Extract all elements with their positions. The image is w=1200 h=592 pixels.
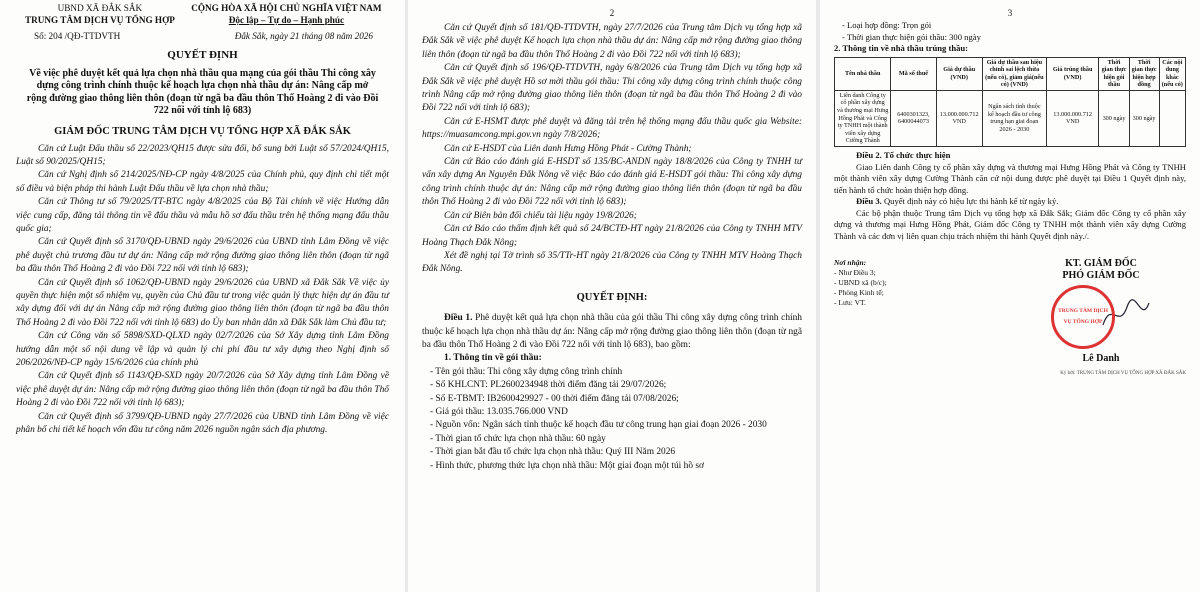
table-header-cell: Mã số thuế <box>891 57 936 90</box>
document-header <box>16 2 389 26</box>
paragraph: Căn cứ Quyết định số 3170/QĐ-UBND ngày 29/6/2026 của UBND tỉnh Lâm Đồng về việc phê duyệt chủ trương đầu tư dự án: Nâng cấp mở rộng đường giao thông liên thôn (đoạn từ ngã ba đầu thôn Thổ Hoàng 2 đi vào Đồi 722 nối với tỉnh lộ 683); <box>16 237 389 275</box>
table-cell: Liên danh Công ty cổ phần xây dựng và thương mại Hưng Hồng Phát và Công ty TNHH một thành viên xây dựng Cường Thành <box>835 90 891 146</box>
org-line-2: TRUNG TÂM DỊCH VỤ TỔNG HỢP <box>25 15 175 25</box>
recipient-item: - UBND xã (b/c); <box>834 278 887 288</box>
table-cell: 13.000.000.712 VND <box>1046 90 1099 146</box>
paragraph: Căn cứ Thông tư số 79/2025/TT-BTC ngày 4/8/2025 của Bộ Tài chính về việc Hướng dẫn việc cung cấp, đăng tải thông tin về đấu thầu và mẫu hồ sơ đấu thầu trên hệ thống mạng đấu thầu quốc gia; <box>16 197 389 234</box>
table-header-row <box>835 57 1186 90</box>
list-item: - Số KHLCNT: PL2600234948 thời điểm đăng tải 29/07/2026; <box>430 380 667 391</box>
table-cell: 300 ngày <box>1129 90 1159 146</box>
paragraph: Căn cứ Quyết định số 181/QĐ-TTDVTH, ngày 27/7/2026 của Trung tâm Dịch vụ tổng hợp xã Đắk Sắk về việc phê duyệt Kế hoạch lựa chọn nhà thầu dự án: Nâng cấp mở rộng đường giao thông liên thôn (đoạn từ ngã ba đầu thôn Thổ Hoàng 2 đi vào Đồi 722 nối với tỉnh lộ 683); <box>422 23 802 60</box>
table-header-cell: Thời gian thực hiện hợp đồng <box>1129 57 1159 90</box>
recipient-item: - Lưu: VT. <box>834 298 866 308</box>
signer-block <box>1016 248 1186 365</box>
signature-block <box>834 248 1186 365</box>
org-line-1: UBND XÃ ĐẮK SẮK <box>57 3 143 13</box>
article-3 <box>834 196 1186 208</box>
document-number: Số: 204 /QĐ-TTDVTH <box>34 31 121 41</box>
sign-title-1: KT. GIÁM ĐỐC <box>1065 258 1137 270</box>
stamp-text: TRUNG TÂM DỊCH VỤ TỔNG HỢP <box>1058 307 1108 326</box>
paragraph: Xét đề nghị tại Tờ trình số 35/TTr-HT ngày 21/8/2026 của Công ty TNHH MTV Hoàng Thạch Đắk Nông. <box>422 250 802 275</box>
table-row <box>835 90 1186 146</box>
paragraph: Căn cứ E-HSDT của Liên danh Hưng Hồng Phát - Cường Thành; <box>444 143 692 154</box>
decision-heading: QUYẾT ĐỊNH: <box>576 291 648 303</box>
document-page-3 <box>820 0 1200 592</box>
national-motto <box>184 2 389 26</box>
page-number: 3 <box>1007 8 1013 18</box>
paragraph: Căn cứ Báo cáo thẩm định kết quả số 24/BCTĐ-HT ngày 21/8/2026 của Công ty TNHH MTV Hoàng Thạch Đắk Nông; <box>422 224 802 248</box>
paragraph: Căn cứ Báo cáo đánh giá E-HSDT số 135/BC-ANDN ngày 18/8/2026 của Công ty TNHH tư vấn xây dựng An Nguyên Đắk Nông về việc Báo cáo đánh giá E-HSDT gói thầu: Thi công xây dựng công trình chính thuộc dự án: Nâng cấp mở rộng đường giao thông liên thôn (đoạn từ ngã ba đầu thôn Thổ Hoàng 2 đi vào Đồi 722 nối với tỉnh lộ 683); <box>422 157 802 208</box>
list-item: - Tên gói thầu: Thi công xây dựng công trình chính <box>430 366 623 377</box>
closing-paragraph: Các bộ phận thuộc Trung tâm Dịch vụ tổng hợp xã Đắk Sắk; Giám đốc Công ty cổ phần xây dựng và thương mại Hưng Hồng Phát, Giám đốc Công ty TNHH một thành viên xây dựng Cường Thành và các đơn vị liên quan chịu trách nhiệm thi hành Quyết định này./. <box>834 207 1186 241</box>
signer-name: Lê Danh <box>1082 353 1120 365</box>
article-1 <box>422 312 802 352</box>
article-3-text: Quyết định này có hiệu lực thi hành kể từ ngày ký. <box>883 196 1059 207</box>
table-header-cell: Giá trúng thầu (VND) <box>1046 57 1099 90</box>
recipients-label: Nơi nhận: <box>834 258 867 268</box>
issuing-authority: GIÁM ĐỐC TRUNG TÂM DỊCH VỤ TỔNG HỢP XÃ ĐẮK SẮK <box>54 125 351 137</box>
article-1-label: Điều 1. <box>444 313 473 324</box>
legal-bases <box>16 143 389 438</box>
nation-line-1: CỘNG HÒA XÃ HỘI CHỦ NGHĨA VIỆT NAM <box>191 3 382 13</box>
document-page-1 <box>0 0 405 592</box>
list-item: - Thời gian thực hiện gói thầu: 300 ngày <box>842 31 981 42</box>
issuing-agency <box>16 2 184 26</box>
list-item: - Loại hợp đồng: Trọn gói <box>842 20 932 30</box>
article-2-text: Giao Liên danh Công ty cổ phần xây dựng và thương mại Hưng Hồng Phát và Công ty TNHH một thành viên xây dựng Cường Thành căn cứ nội dung được phê duyệt tại Điều 1 Quyết định này, tiến hành tổ chức hoàn thiện hợp đồng. <box>834 161 1186 195</box>
page-3-body <box>834 20 1186 377</box>
table-cell: 13.000.000.712 VND <box>936 90 982 146</box>
paragraph: Căn cứ Luật Đấu thầu số 22/2023/QH15 được sửa đổi, bổ sung bởi Luật số 57/2024/QH15, Luật số 90/2025/QH15; <box>16 143 389 167</box>
article-2-label: Điều 2. <box>856 150 882 161</box>
list-item: - Số E-TBMT: IB2600429927 - 00 thời điểm đăng tải 07/08/2026; <box>430 393 679 404</box>
paragraph: Căn cứ Biên bản đối chiếu tài liệu ngày 19/8/2026; <box>444 210 637 221</box>
paragraph: Căn cứ Quyết định số 1062/QĐ-UBND ngày 29/6/2026 của UBND xã Đắk Sắk Về việc ủy quyền thực hiện một số nhiệm vụ, quyền của Chủ đầu tư trong việc quản lý thực hiện dự án đầu tư xây dựng đối với dự án Nâng cấp mở rộng đường giao thông liên thôn (đoạn từ ngã ba đầu thôn Thổ Hoàng 2 đi vào Đồi 722 nối với tỉnh lộ 683) do Ủy ban nhân dân xã Đắk Sắk làm Chủ đầu tư; <box>16 277 389 328</box>
paragraph: Căn cứ Nghị định số 214/2025/NĐ-CP ngày 4/8/2025 của Chính phủ, quy định chi tiết một số điều và biện pháp thi hành Luật Đấu thầu về lựa chọn nhà thầu; <box>16 170 389 194</box>
nation-line-2: Độc lập – Tự do – Hạnh phúc <box>228 15 345 25</box>
paragraph: Căn cứ E-HSMT được phê duyệt và đăng tải trên hệ thống mạng đấu thầu quốc gia Website: https://muasamcong.mpi.gov.vn ngày 7/8/2026; <box>422 116 802 141</box>
table-cell: 300 ngày <box>1099 90 1129 146</box>
table-cell: 6400301323, 6400044073 <box>891 90 936 146</box>
table-cell <box>1159 90 1185 146</box>
table-header-cell: Các nội dung khác (nếu có) <box>1159 57 1185 90</box>
paragraph: Căn cứ Quyết định số 1143/QĐ-SXD ngày 20/7/2026 của Sở Xây dựng tỉnh Lâm Đồng về việc phê duyệt dự án: Nâng cấp mở rộng đường giao thông liên thôn (đoạn từ ngã ba đầu thôn Thổ Hoàng 2 đi vào Đồi 722 nối với tỉnh lộ 683); <box>16 371 389 409</box>
recipients <box>834 248 887 365</box>
section-2-heading: 2. Thông tin về nhà thầu trúng thầu: <box>834 43 969 53</box>
paragraph: Căn cứ Quyết định số 3799/QĐ-UBND ngày 27/7/2026 của UBND tỉnh Lâm Đồng về việc phân bổ chi tiết kế hoạch vốn đầu tư công năm 2026 nguồn ngân sách địa phương. <box>16 411 389 436</box>
stamp-area <box>1016 285 1186 349</box>
official-seal-icon <box>1051 285 1115 349</box>
list-item: - Thời gian bắt đầu tổ chức lựa chọn nhà thầu: Quý III Năm 2026 <box>430 447 676 458</box>
paragraph: Căn cứ Công văn số 5898/SXD-QLXD ngày 02/7/2026 của Sở Xây dựng tỉnh Lâm Đồng hướng dẫn một số nội dung về lập và quản lý chi phí đầu tư xây dựng theo Nghị định số 206/2026/NĐ-CP ngày 15/6/2026 của chính phủ <box>16 331 389 368</box>
article-2-title: Tổ chức thực hiện <box>883 150 951 161</box>
article-1-text: Phê duyệt kết quả lựa chọn nhà thầu của gói thầu Thi công xây dựng công trình chính thuộc kế hoạch lựa chọn nhà thầu dự án: Nâng cấp mở rộng đường giao thông liên thôn (đoạn từ ngã ba đầu thôn Thổ Hoàng 2 đi vào Đồi 722 nối với tỉnh lộ 683), bao gồm: <box>422 313 802 350</box>
document-page-2 <box>408 0 816 592</box>
table-header-cell: Giá dự thầu sau hiệu chỉnh sai lệch thừa (nếu có), giảm giá(nếu có) (VND) <box>982 57 1046 90</box>
article-3-label: Điều 3. <box>856 196 882 207</box>
sign-title-2: PHÓ GIÁM ĐỐC <box>1062 269 1140 281</box>
list-item: - Nguồn vốn: Ngân sách tỉnh thuộc kế hoạch đầu tư công trung hạn giai đoạn 2026 - 2030 <box>430 420 767 431</box>
place-date: Đắk Sắk, ngày 21 tháng 08 năm 2026 <box>234 31 373 41</box>
winning-bidder-table <box>834 57 1186 148</box>
recipient-item: - Phòng Kinh tế; <box>834 288 884 298</box>
section-1-heading: 1. Thông tin về gói thầu: <box>444 353 542 364</box>
number-and-date <box>16 31 389 41</box>
table-header-cell: Thời gian thực hiện gói thầu <box>1099 57 1129 90</box>
recipient-item: - Như Điều 3; <box>834 268 876 278</box>
list-item: - Thời gian tổ chức lựa chọn nhà thầu: 60 ngày <box>430 433 606 444</box>
paragraph: Căn cứ Quyết định số 196/QĐ-TTDVTH, ngày 6/8/2026 của Trung tâm Dịch vụ tổng hợp xã Đắk Sắk về việc phê duyệt Hồ sơ mời thầu gói thầu: Thi công xây dựng công trình chính thuộc công trình Nâng cấp mở rộng đường giao thông liên thôn (đoạn từ ngã ba đầu thôn Thổ Hoàng 2 đi vào Đồi 722 nối với tỉnh lộ 683); <box>422 63 802 114</box>
list-item: - Giá gói thầu: 13.035.766.000 VND <box>430 406 568 417</box>
list-item: - Hình thức, phương thức lựa chọn nhà thầu: Một giai đoạn một túi hồ sơ <box>430 460 704 471</box>
digital-signature-note: Ký bởi: TRUNG TÂM DỊCH VỤ TỔNG HỢP XÃ ĐẮK SẮK <box>1060 370 1186 376</box>
document-subject: Về việc phê duyệt kết quả lựa chọn nhà thầu qua mạng của gói thầu Thi công xây dựng công trình chính thuộc kế hoạch lựa chọn nhà thầu dự án: Nâng cấp mở rộng đường giao thông liên thôn (đoạn từ ngã ba đầu thôn Thổ Hoàng 2 đi vào Đồi 722 nối với tỉnh lộ 683) <box>26 67 379 116</box>
legal-bases-continued <box>422 22 802 473</box>
article-2-heading <box>834 150 1186 162</box>
table-header-cell: Giá dự thầu (VND) <box>936 57 982 90</box>
table-cell: Ngân sách tỉnh thuộc kế hoạch đầu tư công trung hạn giai đoạn 2026 - 2030 <box>982 90 1046 146</box>
document-type: QUYẾT ĐỊNH <box>167 49 238 61</box>
table-header-cell: Tên nhà thầu <box>835 57 891 90</box>
page-number: 2 <box>609 8 615 18</box>
